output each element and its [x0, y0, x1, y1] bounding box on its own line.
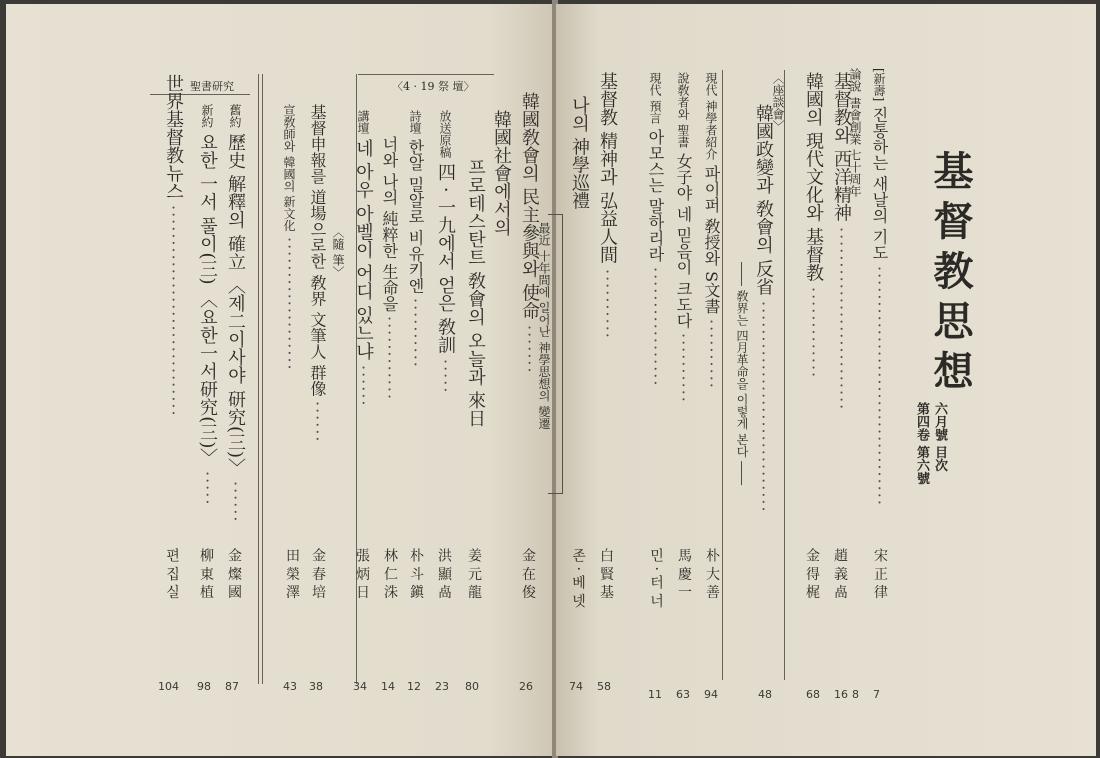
column-divider: [258, 74, 259, 684]
toc-entry-title: 韓國敎會의 民主參與와 使命: [519, 92, 540, 320]
leader-dots: ······························: [164, 205, 183, 418]
toc-entry-page: 14: [381, 680, 395, 693]
toc-entry[interactable]: [350, 110, 376, 530]
toc-entry-page: 11: [648, 688, 662, 701]
toc-section-label: 論說: [848, 68, 862, 92]
toc-entry-author: 馬 慶 一: [676, 548, 692, 599]
toc-section-label: 說敎者와 聖書: [676, 72, 690, 148]
toc-entry-page: 68: [806, 688, 820, 701]
toc-entry-title: 四 · 一九에서 얻은 敎訓: [435, 163, 456, 354]
toc-entry[interactable]: [566, 96, 592, 216]
toc-entry-title: 파이퍼 敎授와 S文書: [702, 164, 721, 315]
toc-entry-title: 요한 一서 풀이(三) 〈요한一서研究(三)〉: [197, 133, 218, 467]
toc-section-label: 講壇: [356, 110, 370, 134]
toc-entry-author: 宋 正 律: [872, 548, 888, 599]
toc-section-label: 〈座談會〉: [771, 72, 785, 132]
toc-entry-title: 프로테스탄트 敎會의 오늘과 來日: [465, 158, 486, 428]
toc-section-label: [新壽]: [872, 68, 886, 102]
toc-entry-title: 너와 나의 純粹한 生命을: [380, 136, 399, 312]
toc-entry-title: 基督申報를 道場으로한 敎界 文筆人 群像: [308, 104, 327, 397]
subtitle-dash: ――: [735, 457, 749, 486]
toc-entry[interactable]: [800, 72, 826, 542]
toc-entry-subtitle: 最近 十年間에 일어난 神學思想의 變遷: [537, 222, 551, 430]
toc-entry-page: 94: [704, 688, 718, 701]
leader-dots: ·······: [520, 324, 539, 375]
leader-dots: ··································: [870, 265, 889, 507]
toc-entry-page: 43: [283, 680, 297, 693]
toc-entry-title: 基督教 精神과 弘益人間: [597, 72, 618, 264]
toc-entry-page: 34: [353, 680, 367, 693]
toc-entry-page: 23: [435, 680, 449, 693]
toc-entry-author: 민 · 터 너: [648, 548, 664, 608]
toc-section-label: 現代 預言: [648, 72, 662, 124]
toc-entry-author: 田 榮 澤: [284, 548, 300, 599]
leader-dots: ··········: [702, 319, 721, 391]
toc-entry-page: 58: [597, 680, 611, 693]
toc-entry-page: 38: [309, 680, 323, 693]
subtitle-text: 敎界는 四月革命을 이렇게 본다: [735, 289, 749, 458]
toc-entry-title: 아모스는 말하리라: [646, 128, 665, 263]
leader-dots: ··························: [832, 226, 851, 412]
toc-entry-page: 12: [407, 680, 421, 693]
toc-entry-page: 104: [158, 680, 179, 693]
leader-dots: ············: [380, 316, 399, 402]
section-heading-419: 〈4 · 19 祭 壇〉: [392, 80, 475, 93]
toc-entry-author: 金 得 梶: [804, 548, 820, 599]
magazine-title: 基督教思想: [927, 150, 974, 400]
toc-entry-title: 書會創業 七十周年: [848, 97, 862, 197]
leader-dots: ······: [308, 401, 327, 444]
toc-entry-page: 8: [852, 688, 859, 701]
toc-entry-title: 世界基督教뉴스: [163, 74, 184, 200]
leader-dots: ·················: [646, 267, 665, 388]
toc-section-label: 〈隨 筆〉: [331, 226, 345, 278]
toc-entry-author: 趙 義 卨: [832, 548, 848, 599]
leader-dots: ··········: [674, 333, 693, 405]
leader-dots: ·············: [804, 286, 823, 379]
toc-entry-title: 韓國의 現代文化와 基督教: [803, 72, 824, 282]
toc-entry[interactable]: [280, 104, 299, 534]
toc-entry[interactable]: [160, 74, 186, 534]
toc-entry-page: 48: [758, 688, 772, 701]
subtitle-dash: ――: [735, 262, 749, 290]
toc-entry[interactable]: [828, 72, 854, 542]
leader-dots: ··········: [598, 268, 617, 340]
toc-section-label: 詩壇: [408, 110, 422, 134]
toc-entry-author: 洪 顯 卨: [436, 548, 452, 599]
toc-entry[interactable]: [306, 104, 329, 534]
toc-entry-title: 한알 밀알로 비유키엔: [406, 139, 425, 294]
toc-entry[interactable]: [672, 72, 695, 542]
toc-section-label: 新約: [200, 104, 214, 128]
toc-entry-title: 歷史 解釋의 確立 〈제二이사야 研究(三)〉: [225, 133, 246, 477]
column-divider: [262, 74, 263, 684]
toc-entry-title: 韓國社會에서의: [491, 110, 512, 236]
toc-entry[interactable]: [750, 104, 776, 674]
toc-entry-author: 朴 斗 鎭: [408, 548, 424, 599]
toc-entry[interactable]: [516, 92, 542, 552]
issue-number: 第四卷 第六號: [914, 402, 929, 485]
toc-section-label: 現代 神學者紹介: [704, 72, 718, 160]
toc-entry-author: 張 炳 日: [354, 548, 370, 599]
toc-entry-author: 편 집 실: [164, 548, 180, 599]
leader-dots: ······························: [754, 300, 773, 514]
leader-dots: ······: [226, 481, 245, 524]
section-rule: [358, 74, 494, 75]
toc-entry-page: 74: [569, 680, 583, 693]
toc-entry-title: 네 아우 아벨이 어디 있느냐: [353, 139, 374, 360]
toc-entry-subtitle: [734, 262, 751, 522]
toc-section-label: 放送原稿: [438, 110, 452, 158]
toc-entry-page: 63: [676, 688, 690, 701]
toc-entry-author: 金 春 培: [310, 548, 326, 599]
toc-entry-author: 金 燦 國: [226, 548, 242, 599]
toc-entry[interactable]: [404, 110, 427, 530]
toc-entry-title: 韓國政變과 敎會의 反省: [753, 104, 774, 296]
issue-month: 六月號 目次: [932, 402, 947, 472]
toc-entry-page: 16: [834, 688, 848, 701]
toc-entry[interactable]: [700, 72, 723, 542]
toc-entry-title: 基督教와 西洋精神: [831, 72, 852, 222]
leader-dots: ··········: [406, 298, 425, 370]
leader-dots: ···················: [280, 236, 299, 372]
toc-entry-page: 26: [519, 680, 533, 693]
toc-entry[interactable]: [644, 72, 667, 542]
toc-entry-title: 女子야 네 믿음이 크도다: [674, 152, 693, 329]
toc-entry-author: 柳 東 植: [198, 548, 214, 599]
toc-entry-author: 朴 大 善: [704, 548, 720, 599]
leader-dots: ·····: [198, 471, 217, 507]
right-page: [556, 4, 1096, 756]
section-heading-bible-study: 聖書研究: [190, 80, 234, 93]
toc-entry[interactable]: [594, 72, 620, 542]
toc-entry[interactable]: [378, 136, 401, 530]
toc-entry-page: 80: [465, 680, 479, 693]
toc-section-label: 舊約: [228, 104, 242, 128]
toc-entry-author: 姜 元 龍: [466, 548, 482, 599]
toc-entry-page: 7: [873, 688, 880, 701]
toc-entry[interactable]: [432, 110, 458, 530]
toc-entry-title: 宣敎師와 韓國의 新文化: [282, 104, 296, 232]
toc-entry-author: 林 仁 洙: [382, 548, 398, 599]
toc-entry[interactable]: [462, 158, 488, 538]
toc-entry-page: 98: [197, 680, 211, 693]
leader-dots: ······: [354, 365, 373, 408]
toc-entry-page: 87: [225, 680, 239, 693]
toc-entry[interactable]: [222, 104, 248, 534]
leader-dots: ·····: [436, 358, 455, 395]
toc-entry-author: 존 · 베 넷: [570, 548, 586, 608]
toc-entry[interactable]: [194, 104, 220, 534]
toc-entry-author: 白 賢 基: [598, 548, 614, 599]
toc-entry-title: 진통하는 새날의 기도: [870, 106, 889, 261]
toc-entry-title: 나의 神學巡禮: [569, 96, 590, 210]
toc-entry-author: 金 在 俊: [520, 548, 536, 599]
